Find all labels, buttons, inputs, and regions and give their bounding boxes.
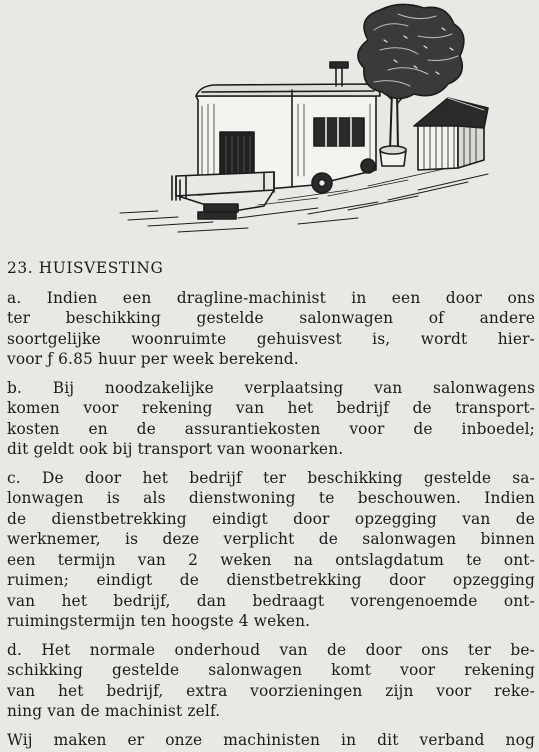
text-line: komen voor rekening van het bedrijf de transport- xyxy=(7,399,535,417)
text-line: dit geldt ook bij transport van woonarken. xyxy=(7,440,344,458)
text-line: c. De door het bedrijf ter beschikking gestelde sa- xyxy=(7,468,535,487)
text-line: voor ƒ 6.85 huur per week berekend. xyxy=(7,350,299,368)
section-heading: 23. HUISVESTING xyxy=(7,259,164,277)
text-line: ter beschikking gestelde salonwagen of andere xyxy=(7,309,535,327)
text-line: Wij maken er onze machinisten in dit verband nog xyxy=(7,730,535,749)
paragraph-d xyxy=(7,640,535,722)
text-line: van het bedrijf, dan bedraagt vorengenoemde ont- xyxy=(7,591,535,610)
text-line: een termijn van 2 weken na ontslagdatum te ont- xyxy=(7,550,535,569)
text-line: soortgelijke woonruimte gehuisvest is, wordt hier- xyxy=(7,329,535,348)
paragraph-c xyxy=(7,468,535,632)
article-text xyxy=(7,258,535,750)
text-line: lonwagen is als dienstwoning te beschouwen. Indien xyxy=(7,489,535,507)
text-line: werknemer, is deze verplicht de salonwagen binnen xyxy=(7,530,535,548)
text-line: a. Indien een dragline-machinist in een door ons xyxy=(7,288,535,307)
text-line: van het bedrijf, extra voorzieningen zijn voor reke- xyxy=(7,681,535,700)
text-line: ruimen; eindigt de dienstbetrekking door opzegging xyxy=(7,571,535,589)
caravan-illustration xyxy=(118,0,498,240)
text-line: kosten en de assurantiekosten voor de inboedel; xyxy=(7,419,535,438)
paragraph-a xyxy=(7,288,535,370)
text-line: ruimingstermijn ten hoogste 4 weken. xyxy=(7,612,311,630)
paragraph-b xyxy=(7,378,535,460)
text-line: ning van de machinist zelf. xyxy=(7,702,221,720)
text-line: schikking gestelde salonwagen komt voor rekening xyxy=(7,661,535,679)
trailing-line xyxy=(7,730,535,751)
text-line: b. Bij noodzakelijke verplaatsing van salonwagens xyxy=(7,378,535,397)
text-line: d. Het normale onderhoud van de door ons ter be- xyxy=(7,640,535,659)
text-line: de dienstbetrekking eindigt door opzegging van de xyxy=(7,509,535,528)
